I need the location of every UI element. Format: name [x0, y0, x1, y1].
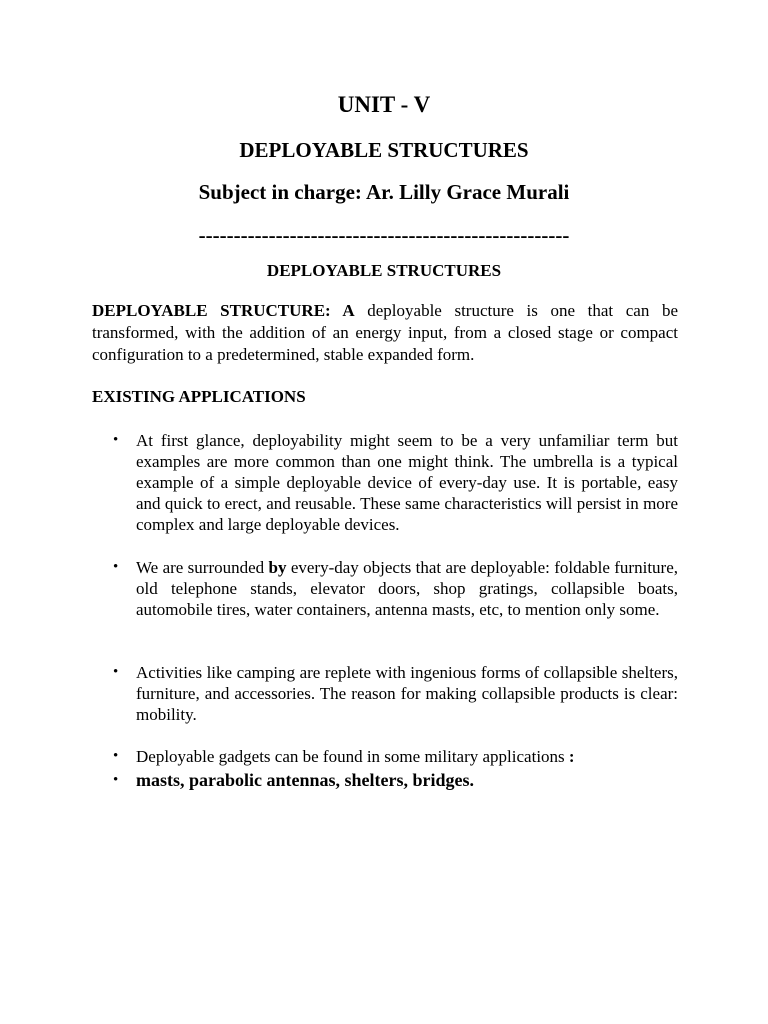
- section-title: DEPLOYABLE STRUCTURES: [266, 261, 502, 280]
- list-item-text: [136, 746, 678, 767]
- subject-in-charge: Subject in charge: Ar. Lilly Grace Murali: [198, 180, 570, 204]
- list-item-text-end: every-day objects that are deployable: foldable furniture, old telephone stands, elevator doors, shop gratings, collapsible boats, automobile tires, water containers, antenna masts, etc, to mention only some.: [136, 558, 678, 619]
- bullet-icon: •: [113, 432, 119, 448]
- definition-term: DEPLOYABLE STRUCTURE: A: [92, 301, 355, 320]
- list-item-text: Activities like camping are replete with ingenious forms of collapsible shelters, furniture, and accessories. The reason for making collapsible products is clear: mobility.: [136, 663, 678, 724]
- list-item-emphasis: by: [268, 558, 287, 577]
- divider-line: -----------------------------------------------------: [198, 223, 570, 247]
- applications-heading: EXISTING APPLICATIONS: [92, 387, 306, 406]
- list-item-emphasis: :: [568, 747, 575, 766]
- list-item: [113, 430, 678, 535]
- list-item-text: At first glance, deployability might seem to be a very unfamiliar term but examples are more common than one might think. The umbrella is a typical example of a simple deployable device of every-day use. It is portable, easy and quick to erect, and reusable. These same characteristics will persist in more complex and large deployable devices.: [136, 431, 678, 534]
- list-item: [113, 662, 678, 725]
- bullet-icon: •: [113, 748, 119, 764]
- list-item-text-start: Deployable gadgets can be found in some military applications: [136, 747, 569, 766]
- list-item-text-start: We are surrounded: [136, 558, 269, 577]
- list-item: [113, 770, 678, 791]
- list-item: [113, 746, 678, 767]
- definition-paragraph: [92, 300, 678, 366]
- list-item: [113, 557, 678, 620]
- document-title: DEPLOYABLE STRUCTURES: [239, 138, 529, 162]
- unit-title: UNIT - V: [337, 92, 431, 117]
- bullet-icon: •: [113, 559, 119, 575]
- list-item-text: [136, 557, 678, 620]
- definition-text: deployable structure is one that can be transformed, with the addition of an energy input, from a closed stage or compact configuration to a predetermined, stable expanded form.: [92, 301, 678, 364]
- bullet-icon: •: [113, 772, 119, 788]
- list-item-text: masts, parabolic antennas, shelters, bridges.: [136, 770, 475, 790]
- bullet-icon: •: [113, 664, 119, 680]
